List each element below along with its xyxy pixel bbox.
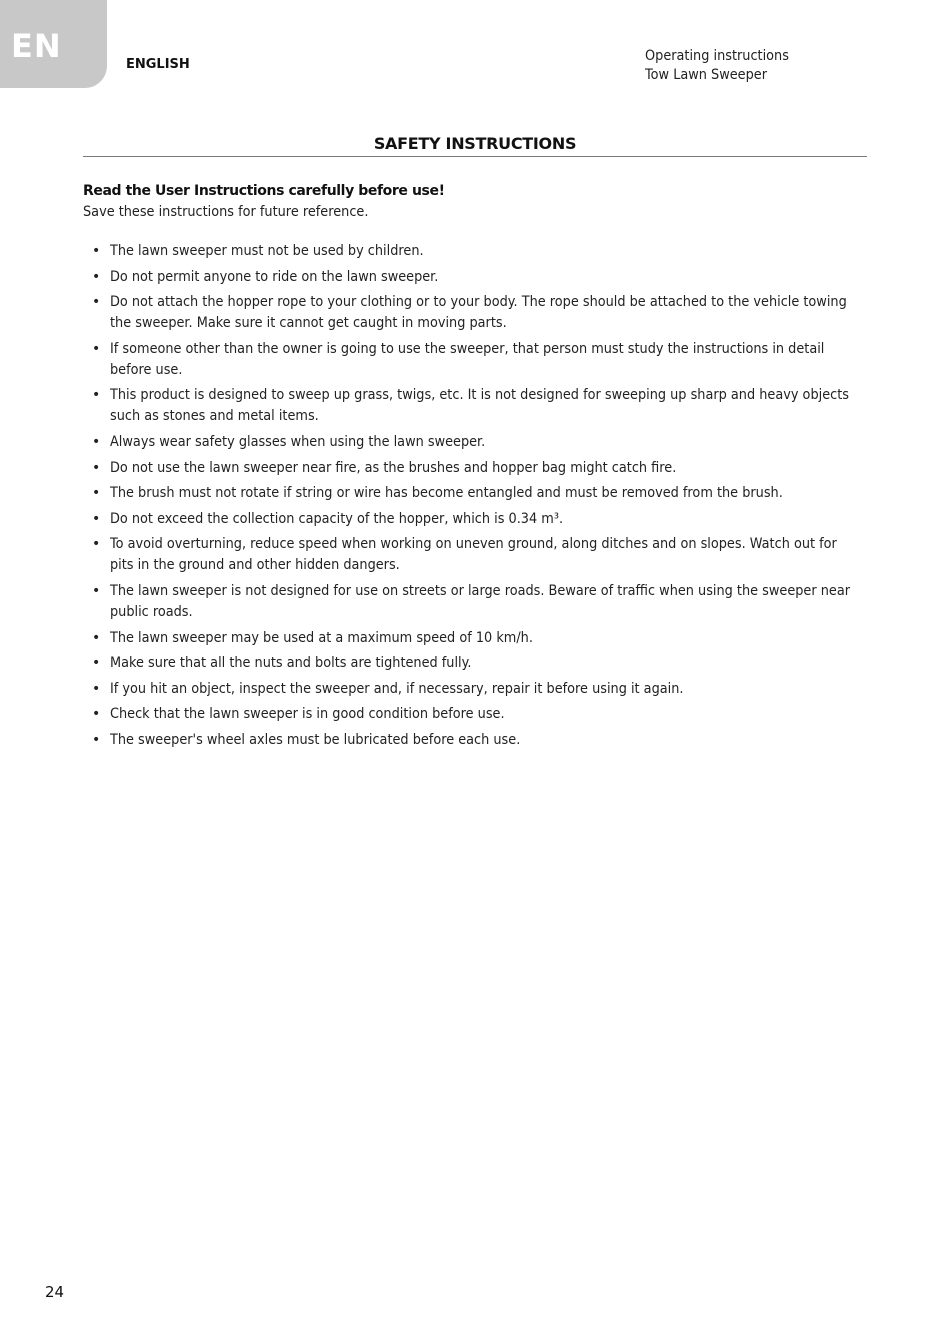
safety-item-text: Do not use the lawn sweeper near fire, as the brushes and hopper bag might catch fire.	[110, 459, 677, 476]
language-tab-code: EN	[11, 27, 62, 65]
language-tab	[0, 0, 107, 88]
section-title: SAFETY INSTRUCTIONS	[373, 134, 577, 153]
safety-item	[83, 241, 873, 262]
bullet-icon: •	[92, 340, 101, 357]
product-name: Tow Lawn Sweeper	[645, 67, 768, 83]
bullet-icon: •	[92, 459, 101, 476]
safety-item	[83, 704, 873, 725]
bullet-icon: •	[92, 706, 101, 723]
safety-item	[83, 339, 873, 381]
safety-item-text: The lawn sweeper must not be used by children.	[110, 243, 424, 259]
safety-item-text: Make sure that all the nuts and bolts are tightened fully.	[110, 655, 472, 672]
safety-item	[83, 679, 873, 700]
bullet-icon: •	[92, 485, 101, 502]
safety-item	[83, 628, 873, 649]
safety-item-text: The lawn sweeper is not designed for use on streets or large roads. Beware of traffic when using the sweeper near public roads.	[110, 582, 851, 620]
bullet-icon: •	[92, 243, 101, 259]
bullet-icon: •	[92, 510, 101, 527]
document-info	[645, 47, 789, 85]
bullet-icon: •	[92, 629, 101, 646]
safety-item-text: The lawn sweeper may be used at a maximum speed of 10 km/h.	[110, 629, 533, 646]
safety-item-text: Do not exceed the collection capacity of the hopper, which is 0.34 m³.	[110, 510, 564, 527]
safety-item-text: Do not permit anyone to ride on the lawn sweeper.	[110, 268, 439, 285]
safety-item	[83, 653, 873, 674]
document-type: Operating instructions	[645, 48, 789, 64]
intro-warning: Read the User Instructions carefully before use!	[83, 183, 445, 199]
safety-item	[83, 534, 873, 576]
safety-item-text: The brush must not rotate if string or wire has become entangled and must be removed from the brush.	[110, 485, 783, 502]
safety-item	[83, 483, 873, 504]
safety-item	[83, 385, 873, 427]
bullet-icon: •	[92, 294, 101, 311]
bullet-icon: •	[92, 268, 101, 285]
safety-instructions-list	[83, 241, 873, 756]
safety-item	[83, 581, 873, 623]
safety-item-text: Check that the lawn sweeper is in good condition before use.	[110, 706, 505, 723]
bullet-icon: •	[92, 433, 101, 450]
safety-item	[83, 509, 873, 530]
bullet-icon: •	[92, 536, 101, 553]
safety-item	[83, 458, 873, 479]
safety-item-text: If you hit an object, inspect the sweeper and, if necessary, repair it before using it again.	[110, 680, 684, 697]
page-number: 24	[45, 1283, 65, 1301]
bullet-icon: •	[92, 582, 101, 599]
intro-note: Save these instructions for future reference.	[83, 204, 369, 220]
safety-item-text: To avoid overturning, reduce speed when working on uneven ground, along ditches and on slopes. Watch out for pits in the ground and other hidden dangers.	[110, 536, 837, 574]
safety-item	[83, 730, 873, 751]
section-divider	[83, 156, 867, 157]
bullet-icon: •	[92, 387, 101, 404]
safety-item-text: Always wear safety glasses when using the lawn sweeper.	[110, 433, 486, 450]
safety-item-text: The sweeper's wheel axles must be lubricated before each use.	[110, 731, 521, 748]
language-label: ENGLISH	[126, 57, 190, 72]
bullet-icon: •	[92, 731, 101, 748]
safety-item	[83, 432, 873, 453]
bullet-icon: •	[92, 680, 101, 697]
safety-item-text: Do not attach the hopper rope to your clothing or to your body. The rope should be attached to the vehicle towing the sweeper. Make sure it cannot get caught in moving parts.	[110, 294, 847, 332]
safety-item-text: This product is designed to sweep up grass, twigs, etc. It is not designed for sweeping up sharp and heavy objects such as stones and metal items.	[110, 387, 849, 425]
safety-item	[83, 267, 873, 288]
safety-item	[83, 292, 873, 334]
safety-item-text: If someone other than the owner is going to use the sweeper, that person must study the instructions in detail before use.	[110, 340, 825, 378]
bullet-icon: •	[92, 655, 101, 672]
